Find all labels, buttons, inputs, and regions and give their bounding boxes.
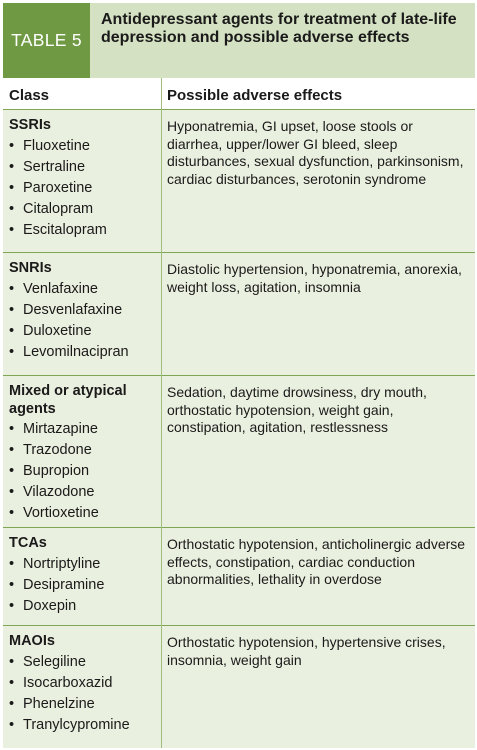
drug-name: Bupropion [23, 463, 90, 479]
bullet-icon: • [9, 343, 15, 360]
drug-name: Isocarboxazid [23, 674, 113, 691]
bullet-icon: • [9, 674, 15, 691]
bullet-icon: • [9, 221, 15, 238]
column-header-effects: Possible adverse effects [167, 87, 343, 104]
bullet-icon: • [9, 576, 15, 593]
drug-class-cell [9, 383, 159, 524]
drug-list-item [9, 461, 159, 482]
bullet-icon: • [9, 301, 15, 318]
adverse-effects-text: Sedation, daytime drowsiness, dry mouth, orthostatic hypotension, weight gain, constipation, agitation, restlessness [167, 384, 427, 435]
bullet-icon: • [9, 597, 15, 614]
drug-list-item [9, 503, 159, 524]
bullet-icon: • [9, 463, 15, 479]
drug-list-item [9, 575, 159, 596]
drug-class-row [3, 375, 475, 527]
bullet-icon: • [9, 695, 15, 712]
drug-name: Tranylcypromine [23, 716, 130, 733]
drug-name: Escitalopram [23, 221, 107, 238]
drug-list-item [9, 300, 159, 321]
bullet-icon: • [9, 484, 15, 500]
drug-name: Fluoxetine [23, 137, 90, 154]
drug-name: Nortriptyline [23, 555, 101, 572]
bullet-icon: • [9, 158, 15, 175]
drug-name: Desvenlafaxine [23, 301, 123, 318]
drug-name: Trazodone [23, 442, 92, 458]
drug-list-item [9, 136, 159, 157]
column-header-class: Class [9, 87, 50, 104]
drug-name: Levomilnacipran [23, 343, 129, 360]
drug-class-cell [9, 260, 159, 363]
drug-name: Citalopram [23, 200, 94, 217]
adverse-effects-text: Diastolic hypertension, hyponatremia, anorexia, weight loss, agitation, insomnia [167, 261, 462, 295]
drug-list-item [9, 199, 159, 220]
bullet-icon: • [9, 322, 15, 339]
drug-class-row [3, 110, 475, 252]
adverse-effects-text: Orthostatic hypotension, hypertensive crises, insomnia, weight gain [167, 634, 446, 668]
drug-list-item [9, 652, 159, 673]
column-header-row [3, 78, 475, 110]
drug-list-item [9, 220, 159, 241]
drug-name: Duloxetine [23, 322, 92, 339]
drug-list-item [9, 673, 159, 694]
drug-name: Mirtazapine [23, 421, 98, 437]
drug-name: Desipramine [23, 576, 105, 593]
table-header [3, 3, 475, 78]
drug-list-item [9, 419, 159, 440]
drug-list-item [9, 279, 159, 300]
bullet-icon: • [9, 179, 15, 196]
drug-class-cell [9, 117, 159, 241]
table-title: Antidepressant agents for treatment of late-life depression and possible adverse effects [90, 3, 475, 78]
drug-class-name: TCAs [9, 535, 47, 551]
bullet-icon: • [9, 137, 15, 154]
drug-list-item [9, 440, 159, 461]
drug-class-name: SSRIs [9, 117, 51, 133]
drug-class-row [3, 252, 475, 375]
adverse-effects-text: Hyponatremia, GI upset, loose stools or diarrhea, upper/lower GI bleed, sleep disturbances, sexual dysfunction, parkinsonism, cardiac disturbances, serotonin syndrome [167, 118, 464, 187]
adverse-effects-table [3, 3, 475, 748]
drug-class-cell [9, 633, 159, 736]
bullet-icon: • [9, 442, 15, 458]
drug-list-item [9, 321, 159, 342]
column-divider [161, 78, 162, 748]
bullet-icon: • [9, 200, 15, 217]
drug-class-row [3, 625, 475, 748]
drug-list-item [9, 715, 159, 736]
drug-list-item [9, 157, 159, 178]
bullet-icon: • [9, 716, 15, 733]
drug-list-item [9, 596, 159, 617]
bullet-icon: • [9, 505, 15, 521]
drug-class-cell [9, 535, 159, 617]
drug-name: Sertraline [23, 158, 86, 175]
drug-name: Doxepin [23, 597, 77, 614]
drug-list-item [9, 694, 159, 715]
bullet-icon: • [9, 653, 15, 670]
drug-name: Vortioxetine [23, 505, 99, 521]
table-number-label: TABLE 5 [3, 3, 90, 78]
drug-list-item [9, 178, 159, 199]
bullet-icon: • [9, 280, 15, 297]
bullet-icon: • [9, 421, 15, 437]
drug-class-name: SNRIs [9, 260, 52, 276]
drug-class-name: MAOIs [9, 633, 55, 649]
adverse-effects-text: Orthostatic hypotension, anticholinergic adverse effects, constipation, cardiac conduction abnormalities, lethality in overdose [167, 536, 466, 587]
drug-name: Venlafaxine [23, 280, 98, 297]
bullet-icon: • [9, 555, 15, 572]
drug-class-name: Mixed or atypical agents [9, 383, 127, 417]
drug-name: Vilazodone [23, 484, 95, 500]
drug-list-item [9, 342, 159, 363]
drug-class-row [3, 527, 475, 625]
drug-list-item [9, 554, 159, 575]
drug-name: Selegiline [23, 653, 86, 670]
drug-name: Paroxetine [23, 179, 93, 196]
drug-list-item [9, 482, 159, 503]
drug-name: Phenelzine [23, 695, 95, 712]
